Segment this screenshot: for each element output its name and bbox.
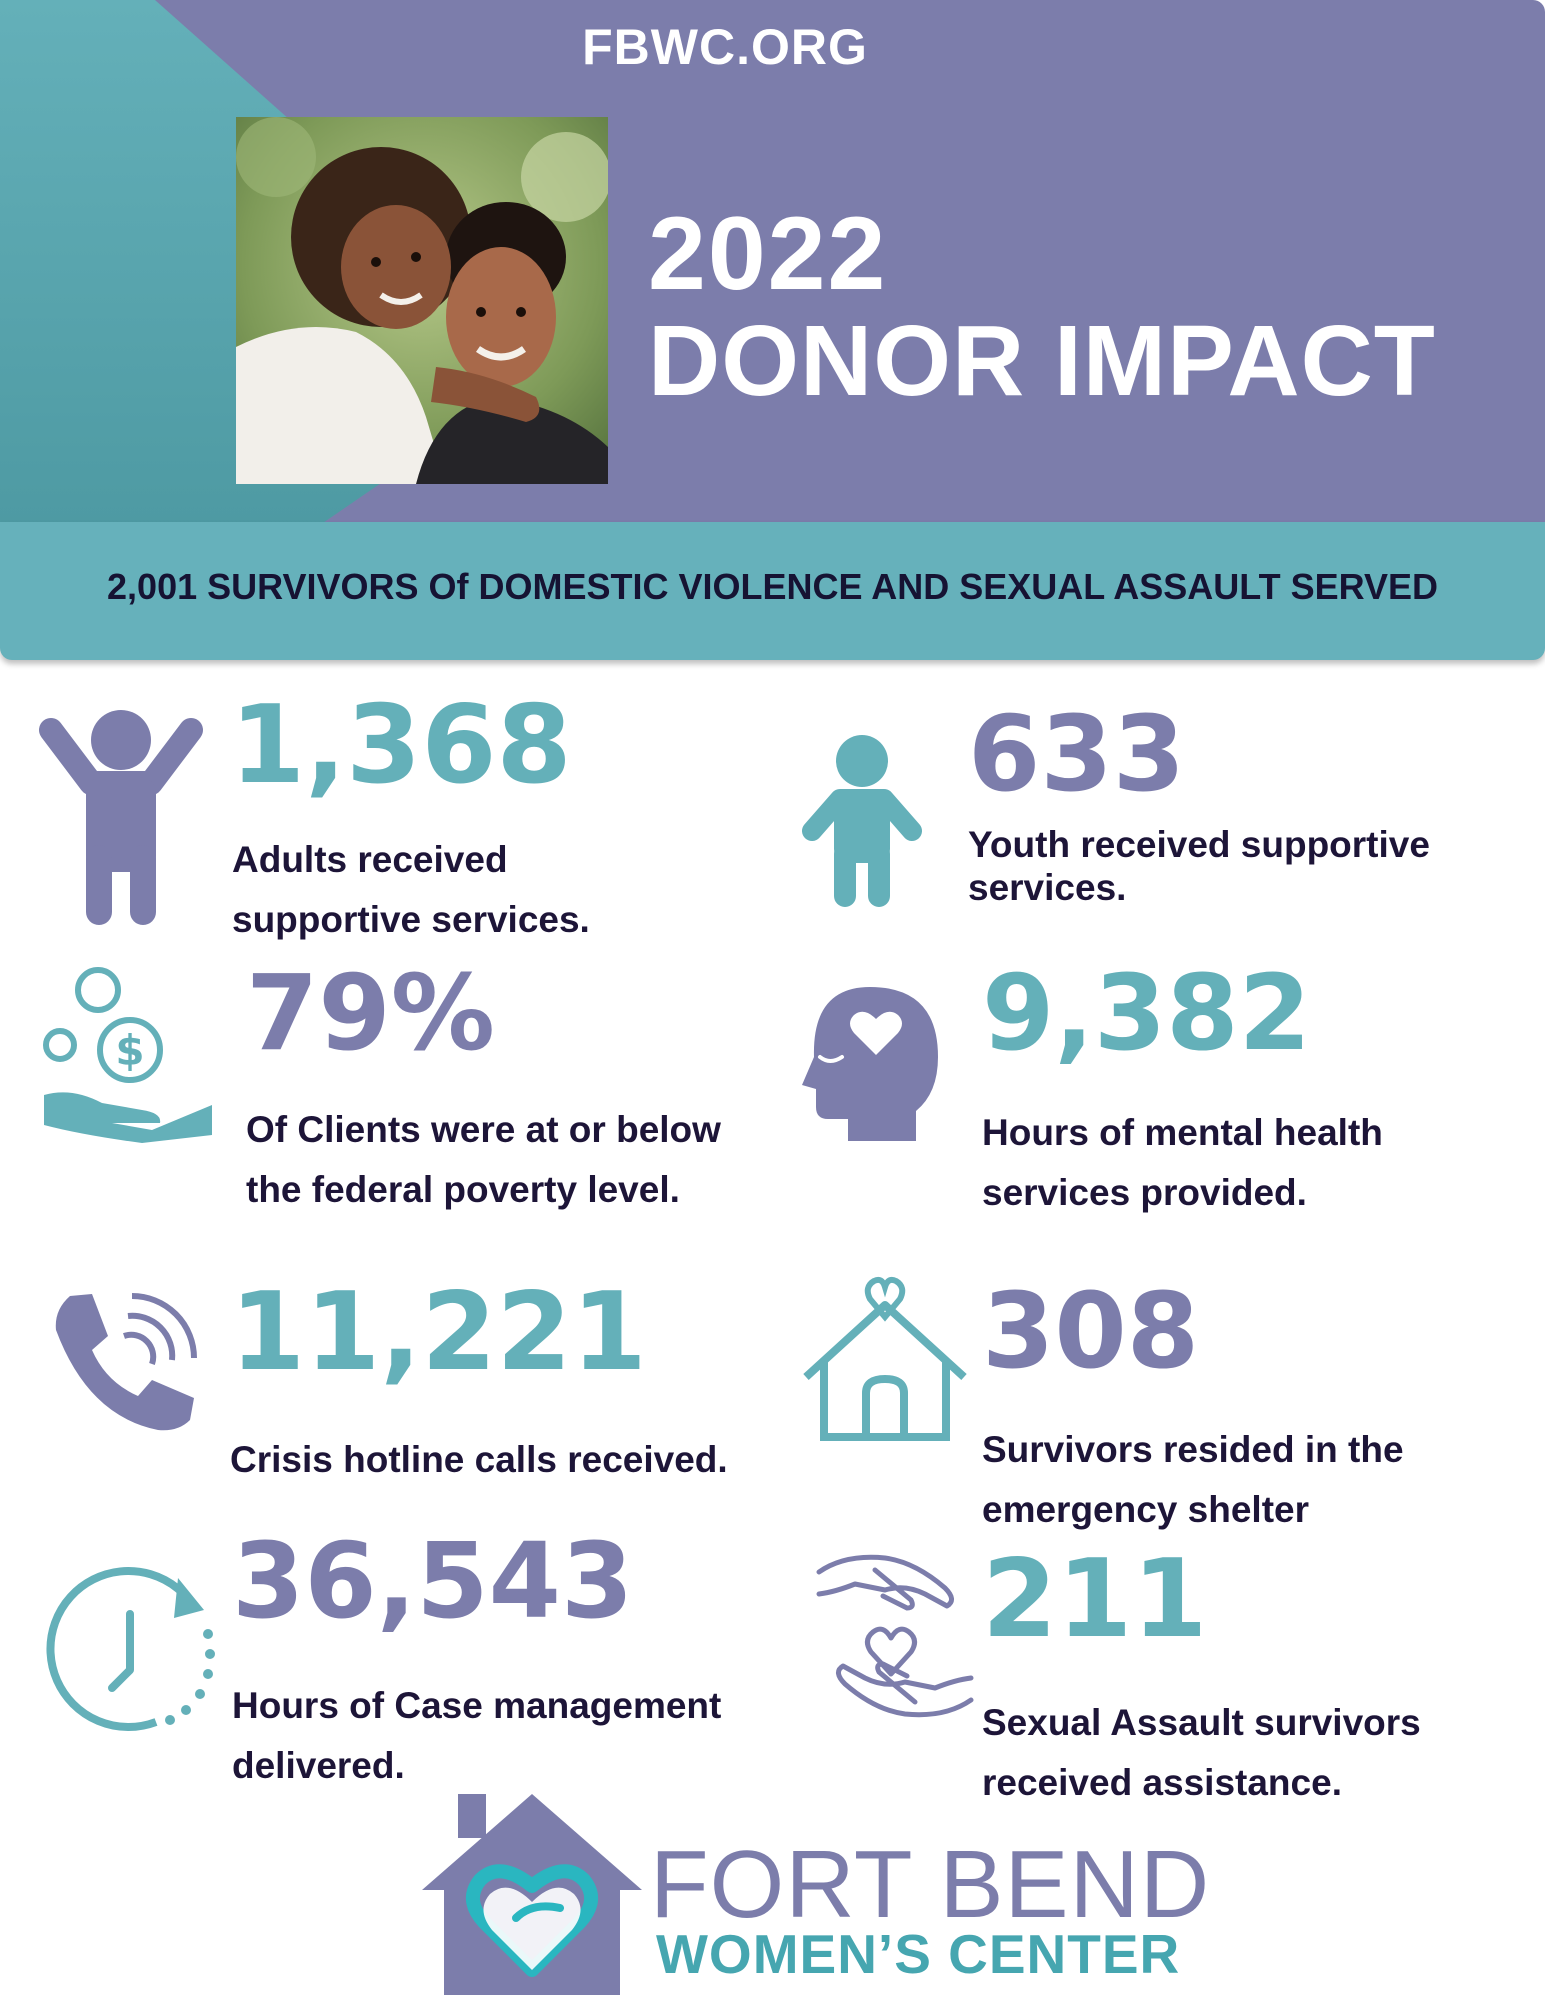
fbwc-house-logo-icon — [420, 1790, 645, 1995]
site-url[interactable]: FBWC.ORG — [582, 19, 868, 75]
shelter-label: Survivors resided in the emergency shelter — [982, 1429, 1404, 1530]
child-person-icon — [800, 733, 925, 908]
case-management-label: Hours of Case management delivered. — [232, 1685, 722, 1786]
report-title — [648, 196, 1436, 418]
adults-label: Adults received supportive services. — [232, 839, 590, 940]
shelter-value: 308 — [982, 1270, 1200, 1392]
hotline-value: 11,221 — [230, 1270, 647, 1395]
logo-line-fort-bend: FORT BEND — [650, 1831, 1211, 1938]
report-heading: DONOR IMPACT — [648, 305, 1436, 418]
sexual-assault-value: 211 — [982, 1537, 1208, 1662]
sexual-assault-label: Sexual Assault survivors received assistance. — [982, 1702, 1421, 1803]
adult-person-icon — [36, 705, 206, 930]
report-year: 2022 — [648, 196, 888, 312]
hero-photo — [236, 117, 608, 484]
hands-heart-icon — [815, 1550, 975, 1735]
case-management-value: 36,543 — [232, 1520, 634, 1642]
phone-icon — [48, 1290, 198, 1435]
svg-text:$: $ — [115, 1026, 145, 1075]
survivors-banner-text: 2,001 SURVIVORS Of DOMESTIC VIOLENCE AND SEXUAL ASSAULT SERVED — [107, 566, 1438, 607]
poverty-label: Of Clients were at or below the federal poverty level. — [246, 1109, 721, 1210]
logo-line-womens-center: WOMEN’S CENTER — [656, 1923, 1181, 1985]
head-heart-icon — [798, 985, 940, 1141]
hand-coins-icon — [42, 965, 224, 1145]
poverty-value: 79% — [246, 952, 495, 1074]
house-heart-icon — [800, 1275, 970, 1445]
youth-value: 633 — [968, 693, 1186, 815]
adults-value: 1,368 — [230, 683, 572, 808]
mental-health-value: 9,382 — [982, 952, 1311, 1074]
clock-icon — [46, 1560, 216, 1735]
youth-label: Youth received supportive services. — [968, 824, 1430, 908]
hotline-label: Crisis hotline calls received. — [230, 1439, 728, 1480]
mental-health-label: Hours of mental health services provided. — [982, 1112, 1383, 1213]
